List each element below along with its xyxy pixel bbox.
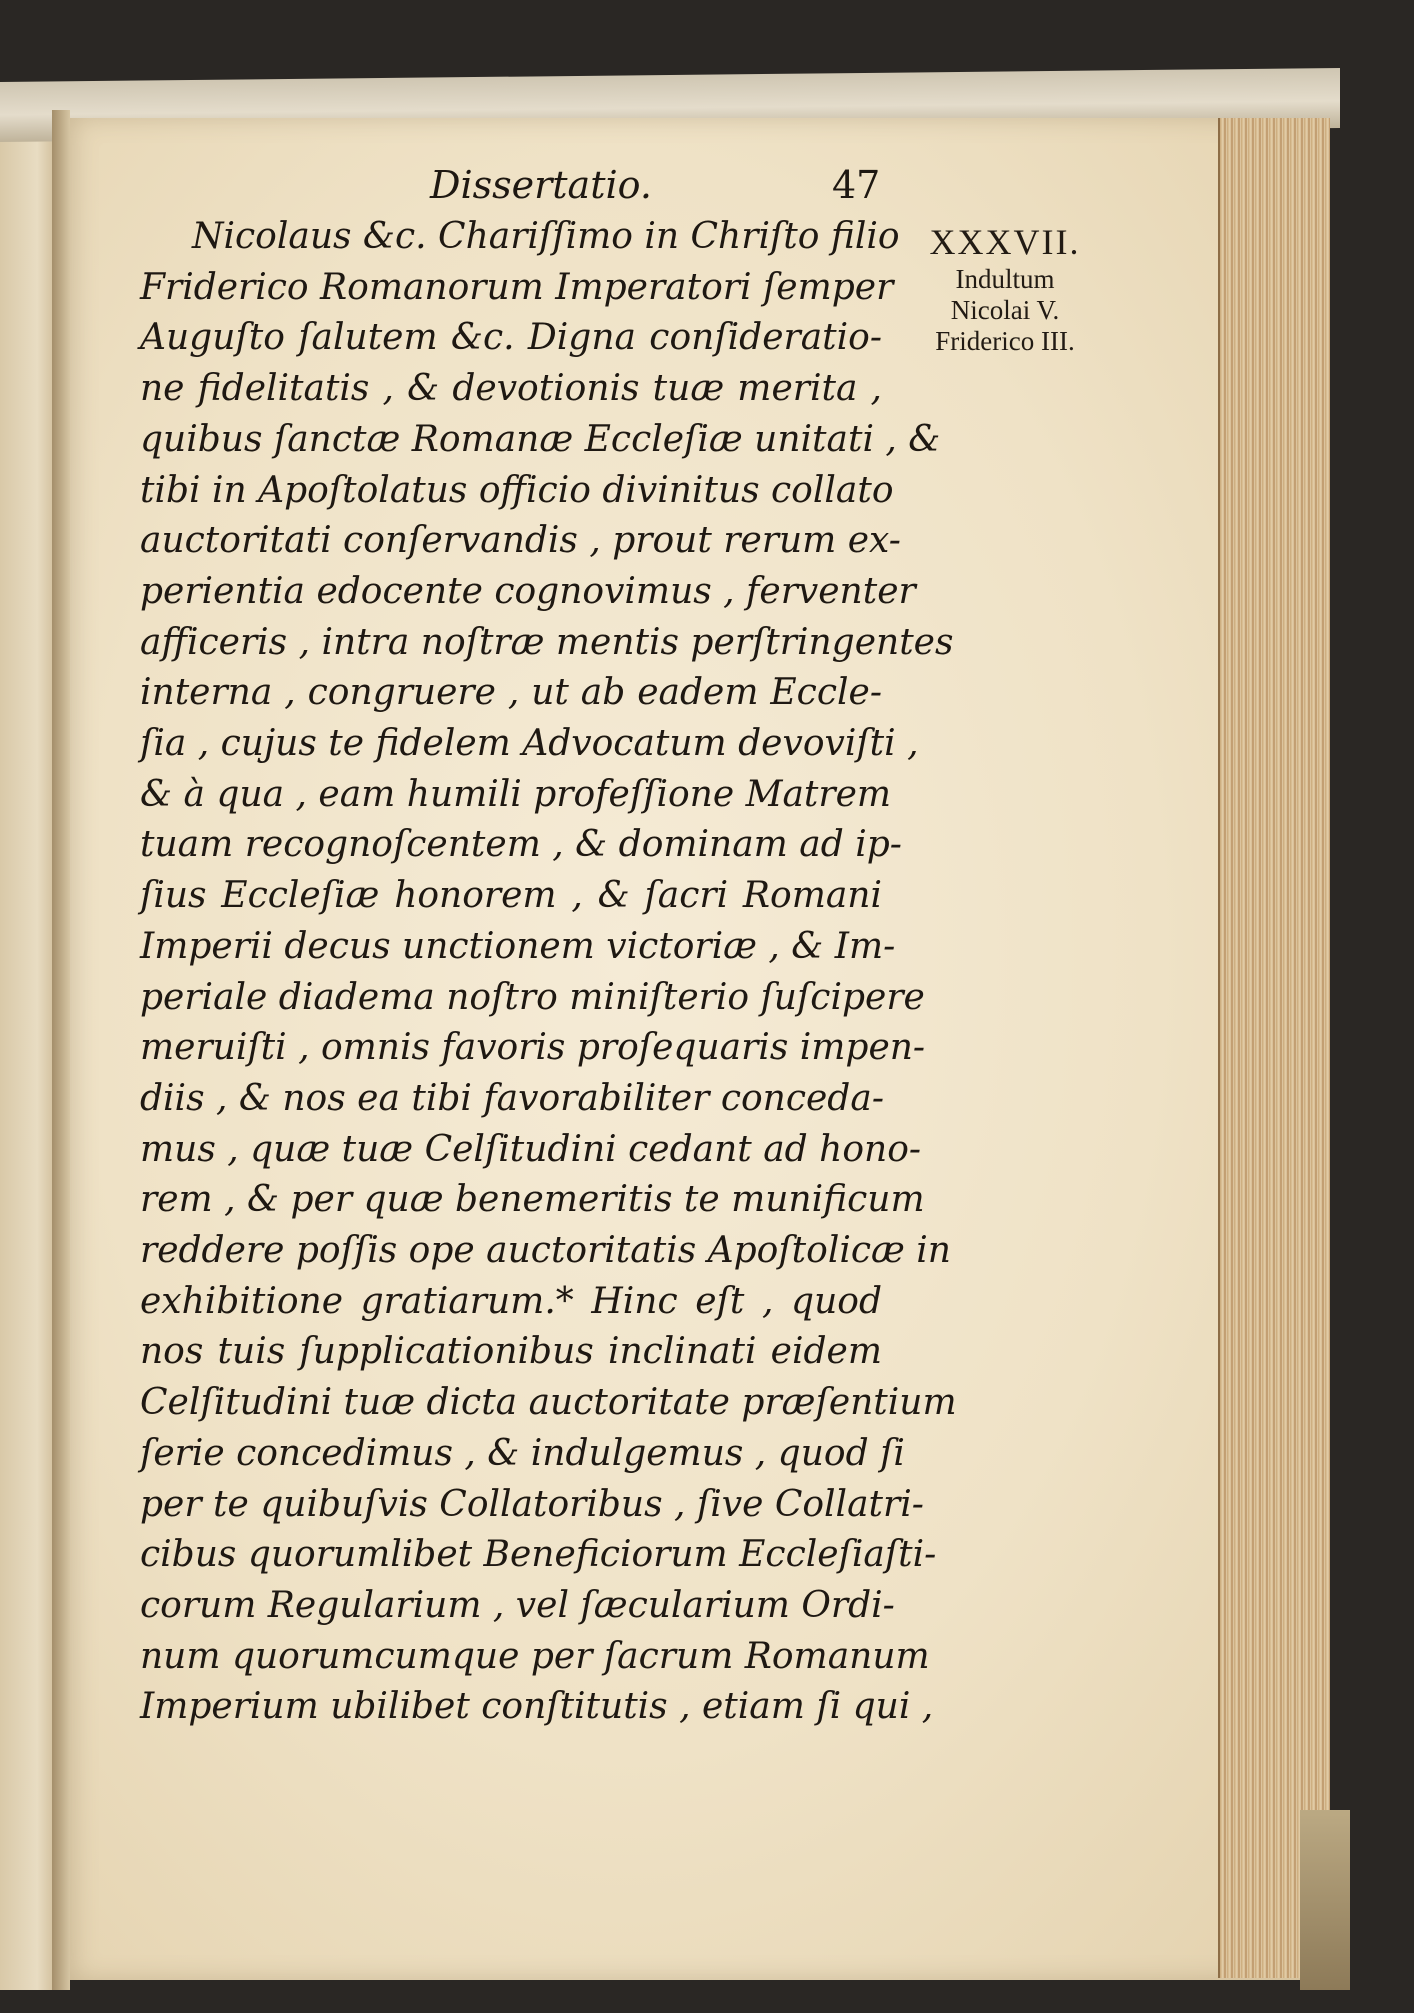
text-line: Imperii decus unctionem victoriæ , & Im- <box>140 925 896 967</box>
text-line: periale diadema noſtro miniſterio ſuſcipere <box>140 976 925 1018</box>
marginal-note-line: Nicolai V. <box>950 295 1060 325</box>
text-line: ſia , cujus te fidelem Advocatum devoviſti , <box>140 723 919 765</box>
text-line: diis , & nos ea tibi favorabiliter conceda- <box>140 1077 884 1119</box>
main-text-block <box>140 160 957 1733</box>
text-line: auctoritati conſervandis , prout rerum ex- <box>140 520 901 562</box>
body-text <box>140 212 957 1733</box>
page-number: 47 <box>832 163 881 207</box>
marginal-note-number: XXXVII. <box>929 222 1081 262</box>
text-line: exhibitione gratiarum.* Hinc eſt , quod <box>140 1280 882 1322</box>
text-line: corum Regularium , vel ſæcularium Ordi- <box>140 1584 895 1626</box>
running-title: Dissertatio. <box>430 163 652 207</box>
binding-corner <box>1300 1810 1350 1990</box>
marginal-note-line: Friderico III. <box>935 326 1075 356</box>
text-line: reddere poſſis ope auctoritatis Apoſtolicæ in <box>140 1230 951 1272</box>
text-line: per te quibuſvis Collatoribus , ſive Collatri- <box>140 1483 924 1525</box>
page-fore-edge <box>1218 118 1330 1978</box>
text-line: ne fidelitatis , & devotionis tuæ merita , <box>140 368 882 410</box>
text-line: afficeris , intra noſtræ mentis perſtringentes <box>140 621 954 663</box>
text-line: interna , congruere , ut ab eadem Eccle- <box>140 672 882 714</box>
page-gutter <box>52 110 70 1990</box>
text-line: tibi in Apoſtolatus officio divinitus collato <box>140 469 894 511</box>
text-line: tuam recognoſcentem , & dominam ad ip- <box>140 824 902 866</box>
text-line: perientia edocente cognovimus , ferventer <box>140 570 916 612</box>
text-line: num quorumcumque per ſacrum Romanum <box>140 1635 930 1677</box>
text-line: rem , & per quæ benemeritis te munificum <box>140 1179 925 1221</box>
text-line: Celſitudini tuæ dicta auctoritate præſentium <box>140 1382 957 1424</box>
text-line: cibus quorumlibet Beneficiorum Eccleſiaſti- <box>140 1534 937 1576</box>
text-line: quibus ſanctæ Romanæ Eccleſiæ unitati , & <box>140 418 941 460</box>
text-line: Nicolaus &c. Chariſſimo in Chriſto filio <box>192 216 900 257</box>
text-line: & à qua , eam humili profeſſione Matrem <box>140 773 892 815</box>
text-line: nos tuis ſupplicationibus inclinati eidem <box>140 1331 882 1373</box>
text-line: ſerie concedimus , & indulgemus , quod ſi <box>140 1432 905 1474</box>
text-line: ſius Eccleſiæ honorem , & ſacri Romani <box>140 875 882 917</box>
marginal-note-line: Indultum <box>955 264 1055 294</box>
text-line: mus , quæ tuæ Celſitudini cedant ad hono- <box>140 1128 922 1170</box>
running-header <box>140 160 910 212</box>
text-line: Auguſto ſalutem &c. Digna conſideratio- <box>140 317 882 359</box>
text-line: Imperium ubilibet conſtitutis , etiam ſi qui , <box>140 1686 934 1728</box>
text-line: meruiſti , omnis favoris proſequaris impen- <box>140 1027 926 1069</box>
marginal-note <box>900 220 1110 357</box>
text-line: Friderico Romanorum Imperatori ſemper <box>140 266 894 308</box>
